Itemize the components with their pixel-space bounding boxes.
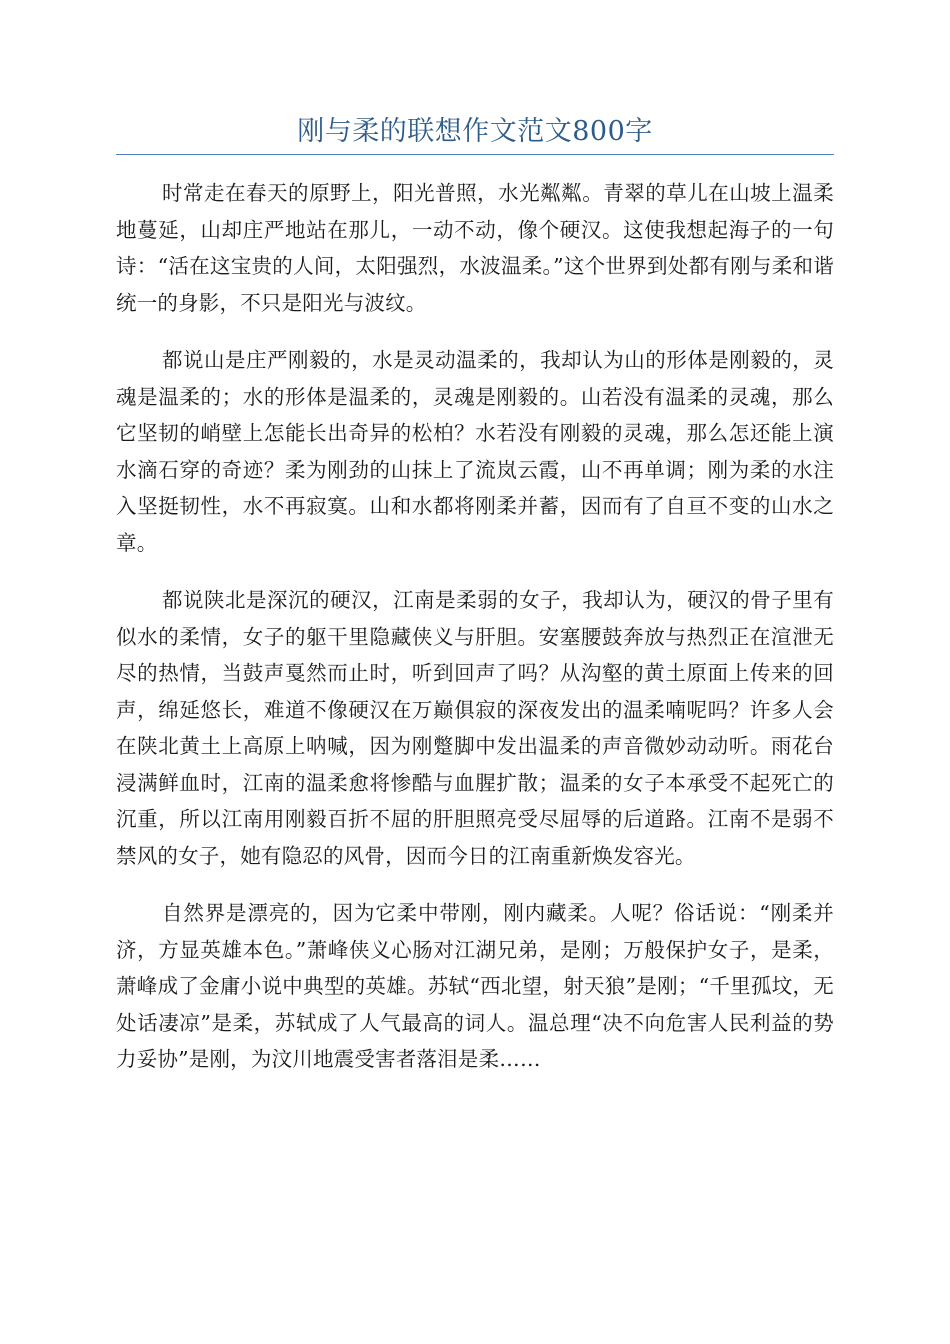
body-paragraph-3: 都说陕北是深沉的硬汉，江南是柔弱的女子，我却认为，硬汉的骨子里有似水的柔情，女子的躯干里隐藏侠义与肝胆。安塞腰鼓奔放与热烈正在渲泄无尽的热情，当鼓声戛然而止时，听到回声了吗？从沟壑的黄土原面上传来的回声，绵延悠长，难道不像硬汉在万巅俱寂的深夜发出的温柔喃呢吗？许多人会在陕北黄土上高原上呐喊，因为刚蹩脚中发出温柔的声音微妙动动听。雨花台浸满鲜血时，江南的温柔愈将惨酷与血腥扩散；温柔的女子本承受不起死亡的沉重，所以江南用刚毅百折不屈的肝胆照亮受尽屈辱的后道路。江南不是弱不禁风的女子，她有隐忍的风骨，因而今日的江南重新焕发容光。 bbox=[116, 588, 834, 868]
document-body bbox=[116, 175, 834, 1099]
document-title: 刚与柔的联想作文范文800字 bbox=[297, 116, 653, 147]
body-paragraph-4: 自然界是漂亮的，因为它柔中带刚，刚内藏柔。人呢？俗话说：“刚柔并济，方显英雄本色。”萧峰侠义心肠对江湖兄弟，是刚；万般保护女子，是柔，萧峰成了金庸小说中典型的英雄。苏轼“西北望，射天狼”是刚；“千里孤坟，无处话凄凉”是柔，苏轼成了人气最高的词人。温总理“决不向危害人民利益的势力妥协”是刚，为汶川地震受害者落泪是柔…… bbox=[116, 901, 834, 1071]
title-underline bbox=[116, 154, 834, 155]
body-paragraph-2: 都说山是庄严刚毅的，水是灵动温柔的，我却认为山的形体是刚毅的，灵魂是温柔的；水的形体是温柔的，灵魂是刚毅的。山若没有温柔的灵魂，那么它坚韧的峭壁上怎能长出奇异的松柏？水若没有刚毅的灵魂，那么怎还能上演水滴石穿的奇迹？柔为刚劲的山抹上了流岚云霞，山不再单调；刚为柔的水注入坚挺韧性，水不再寂寞。山和水都将刚柔并蓄，因而有了自亘不变的山水之章。 bbox=[116, 348, 834, 555]
body-paragraph-1: 时常走在春天的原野上，阳光普照，水光粼粼。青翠的草儿在山坡上温柔地蔓延，山却庄严地站在那儿，一动不动，像个硬汉。这使我想起海子的一句诗：“活在这宝贵的人间，太阳强烈，水波温柔。”这个世界到处都有刚与柔和谐统一的身影，不只是阳光与波纹。 bbox=[116, 181, 834, 315]
